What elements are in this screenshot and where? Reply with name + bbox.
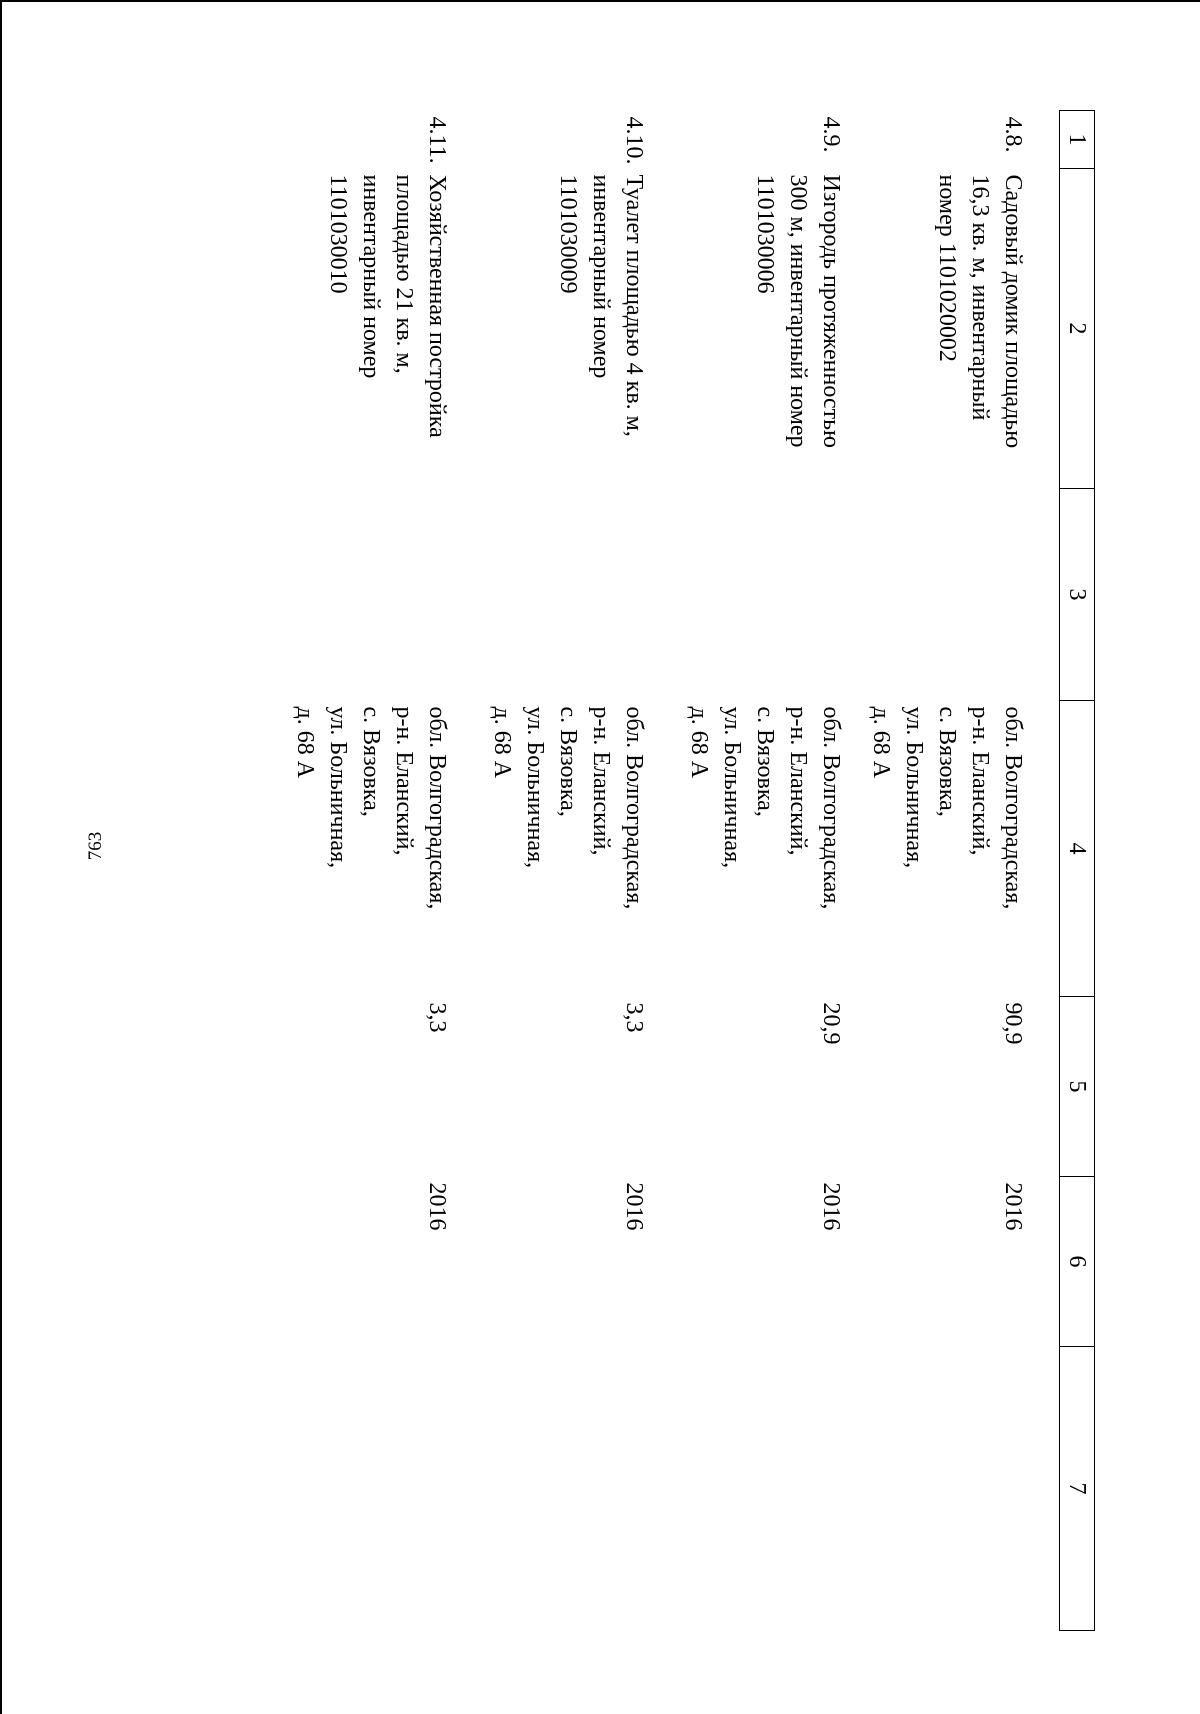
year-cell: 2016 — [1000, 1182, 1026, 1231]
row-number: 4.9. — [818, 116, 845, 153]
table-row — [850, 111, 1060, 1631]
address-line: обл. Волгоградская, — [1000, 706, 1026, 910]
col3-cell — [456, 489, 653, 701]
year-cell: 2016 — [818, 1182, 845, 1231]
page-number: 763 — [85, 831, 106, 861]
address-line: ул. Больничная, — [325, 706, 352, 869]
table-row — [259, 111, 456, 1631]
address-line: ул. Больничная, — [522, 706, 549, 869]
table-header-row — [1060, 111, 1095, 1631]
object-address — [850, 701, 1060, 997]
address-line: р-н. Еланский, — [967, 706, 993, 856]
name-line: инвентарный номер — [358, 174, 385, 379]
name-line: площадью 21 кв. м, — [391, 174, 418, 374]
area-cell: 3,3 — [424, 1002, 451, 1033]
year-cell: 2016 — [424, 1182, 451, 1231]
page-edge-left — [0, 0, 2, 1714]
object-address — [456, 701, 653, 997]
table-row — [456, 111, 653, 1631]
address-line: д. 68 А — [292, 706, 319, 779]
name-line: 1101030006 — [752, 174, 779, 294]
header-col-7: 7 — [1060, 1347, 1095, 1631]
header-col-3: 3 — [1060, 489, 1095, 701]
object-name — [850, 169, 1060, 489]
table-row — [653, 111, 850, 1631]
col3-cell — [259, 489, 456, 701]
address-line: обл. Волгоградская, — [621, 706, 648, 910]
name-line: 300 м, инвентарный номер — [785, 174, 812, 448]
year-cell: 2016 — [621, 1182, 648, 1231]
address-line: с. Вязовка, — [555, 706, 582, 817]
name-line: 16,3 кв. м, инвентарный — [967, 174, 993, 421]
object-name — [653, 169, 850, 489]
address-line: д. 68 А — [868, 706, 894, 779]
col7-cell — [850, 1347, 1060, 1631]
area-cell: 3,3 — [621, 1002, 648, 1033]
row-number: 4.8. — [1000, 116, 1026, 153]
object-name — [259, 169, 456, 489]
address-line: с. Вязовка, — [752, 706, 779, 817]
area-cell: 20,9 — [818, 1002, 845, 1045]
name-line: Хозяйственная постройка — [424, 174, 451, 438]
col3-cell — [653, 489, 850, 701]
address-line: ул. Больничная, — [719, 706, 746, 869]
name-line: инвентарный номер — [588, 174, 615, 379]
object-address — [653, 701, 850, 997]
object-name — [456, 169, 653, 489]
col7-cell — [456, 1347, 653, 1631]
name-line: Садовый домик площадью — [1000, 174, 1026, 449]
row-number: 4.10. — [621, 116, 648, 165]
address-line: д. 68 А — [489, 706, 516, 779]
address-line: обл. Волгоградская, — [424, 706, 451, 910]
name-line: Изгородь протяженностью — [818, 174, 845, 448]
header-col-4: 4 — [1060, 701, 1095, 997]
col3-cell — [850, 489, 1060, 701]
name-line: номер 1101020002 — [934, 174, 960, 362]
rotated-content — [15, 0, 1135, 1714]
address-line: р-н. Еланский, — [391, 706, 418, 856]
col7-cell — [259, 1347, 456, 1631]
name-line: 1101030010 — [325, 174, 352, 294]
header-col-6: 6 — [1060, 1177, 1095, 1347]
address-line: д. 68 А — [686, 706, 713, 779]
address-line: ул. Больничная, — [901, 706, 927, 869]
address-line: с. Вязовка, — [358, 706, 385, 817]
name-line: Туалет площадью 4 кв. м, — [621, 174, 648, 437]
address-line: обл. Волгоградская, — [818, 706, 845, 910]
area-cell: 90,9 — [1000, 1002, 1026, 1045]
address-line: р-н. Еланский, — [588, 706, 615, 856]
header-col-5: 5 — [1060, 997, 1095, 1177]
property-table — [259, 110, 1096, 1631]
name-line: 1101030009 — [555, 174, 582, 294]
col7-cell — [653, 1347, 850, 1631]
address-line: с. Вязовка, — [934, 706, 960, 817]
object-address — [259, 701, 456, 997]
header-col-2: 2 — [1060, 169, 1095, 489]
row-number: 4.11. — [424, 116, 451, 164]
header-col-1: 1 — [1060, 111, 1095, 169]
address-line: р-н. Еланский, — [785, 706, 812, 856]
